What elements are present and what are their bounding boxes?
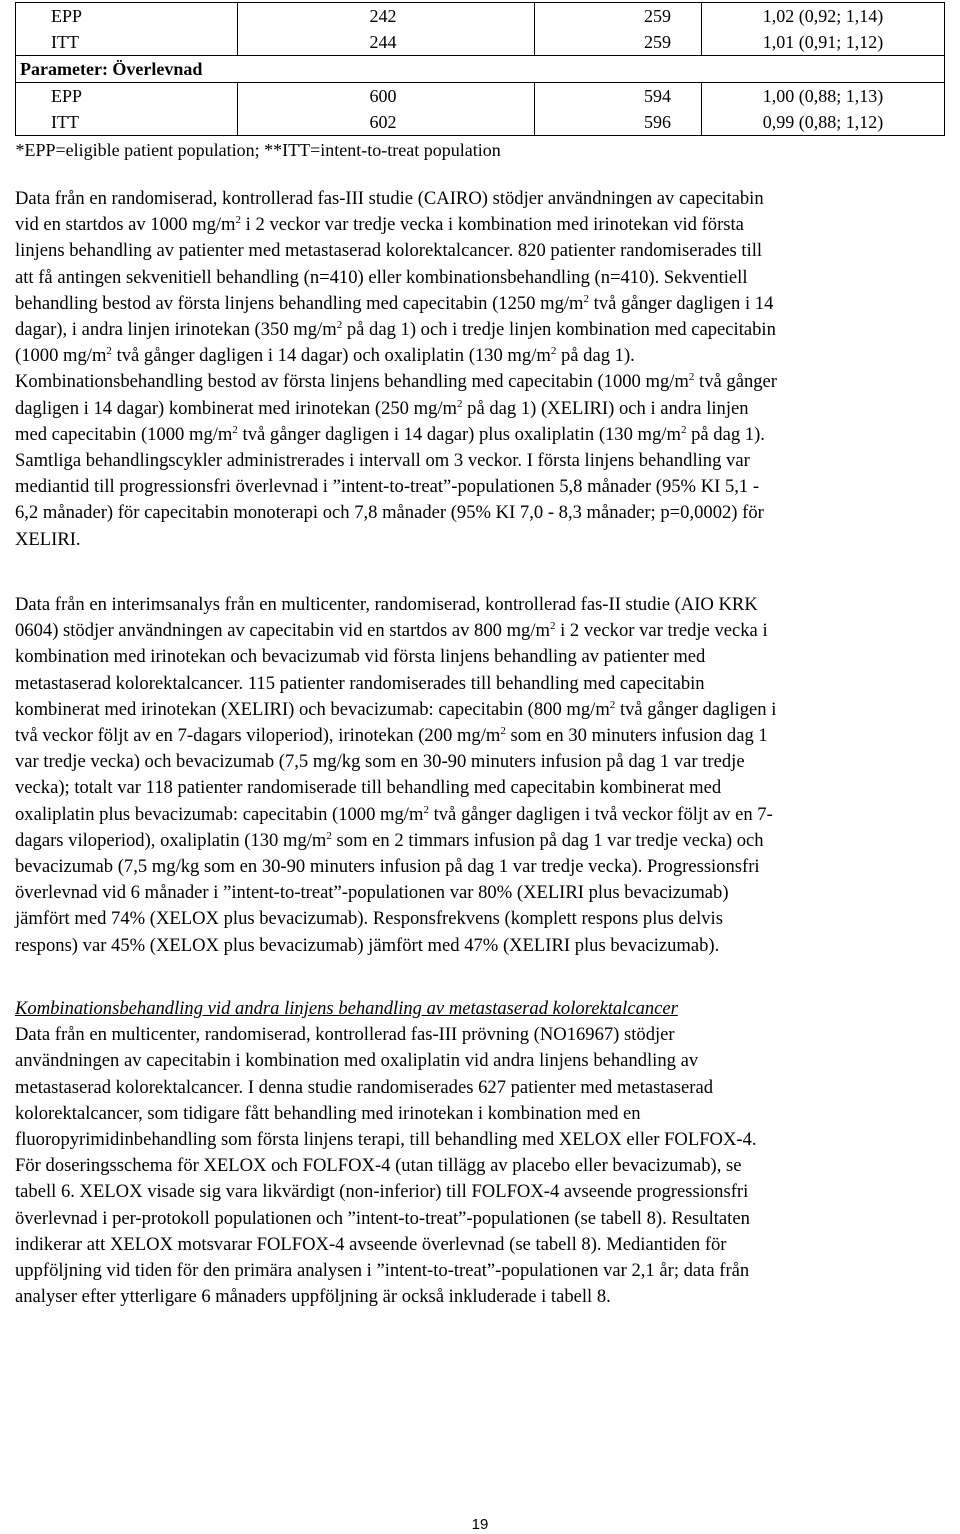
n-value: 259 bbox=[644, 32, 671, 52]
population-label: ITT bbox=[51, 112, 79, 132]
superscript: 2 bbox=[500, 724, 506, 737]
superscript: 2 bbox=[336, 318, 343, 331]
n-value: 594 bbox=[644, 86, 671, 106]
n-value: 242 bbox=[369, 6, 397, 26]
text-line: För doseringsschema för XELOX och FOLFOX-4 (utan tillägg av placebo eller bevacizumab), se bbox=[15, 1155, 742, 1177]
table-row bbox=[16, 136, 945, 165]
hazard-ratio: 0,99 (0,88; 1,12) bbox=[762, 112, 884, 132]
text-line: fluoropyrimidinbehandling som första linjens terapi, till behandling med XELOX eller FOLFOX-4. bbox=[15, 1129, 757, 1151]
document-page bbox=[15, 2, 945, 1308]
paragraph-no16967 bbox=[15, 1022, 940, 1310]
text-line: vecka); totalt var 118 patienter randomiserade till behandling med capecitabin kombinerat med bbox=[15, 777, 722, 799]
parameter-label: Parameter: Överlevnad bbox=[16, 56, 945, 83]
text-line: Data från en multicenter, randomiserad, kontrollerad fas-III prövning (NO16967) stödjer bbox=[15, 1024, 675, 1046]
text-line: mediantid till progressionsfri överlevnad i ”intent-to-treat”-populationen 5,8 månader (95% KI 5,1 - bbox=[15, 476, 760, 498]
text-line: behandling bestod av första linjens behandling med capecitabin (1250 $mg/m^2$ två gånger dagligen i 14 bbox=[15, 292, 774, 314]
text-line: kolorektalcancer, som tidigare fått behandling med irinotekan i kombination med en bbox=[15, 1102, 641, 1124]
table-row bbox=[16, 56, 945, 83]
text-line: två veckor följt av en 7-dagars viloperiod), irinotekan (200 $mg/m^2$ som en 30 minuters infusion dag 1 bbox=[15, 724, 768, 747]
page-number: 19 bbox=[471, 1516, 489, 1533]
superscript: 2 bbox=[550, 345, 557, 358]
superscript: 2 bbox=[232, 423, 238, 436]
text-line: Data från en randomiserad, kontrollerad fas-III studie (CAIRO) stödjer användningen av capecitabin bbox=[15, 188, 764, 209]
table-row bbox=[16, 83, 945, 136]
text-line: var tredje vecka) och bevacizumab (7,5 mg/kg som en 30-90 minuters infusion på dag 1 var tredje bbox=[15, 751, 745, 773]
section-heading: Kombinationsbehandling vid andra linjens behandling av metastaserad kolorektalcancer bbox=[15, 998, 678, 1019]
text-line: bevacizumab (7,5 mg/kg som en 30-90 minuters infusion på dag 1 var tredje vecka). Progressionsfri bbox=[15, 856, 760, 878]
text-line: oxaliplatin plus bevacizumab: capecitabin (1000 $mg/m^2$ två gånger dagligen i två veckor följt av en 7- bbox=[15, 803, 773, 825]
text-line: dagligen i 14 dagar) kombinerat med irinotekan (250 $mg/m^2$ på dag 1) (XELIRI) och i andra linjen bbox=[15, 397, 749, 419]
n-value: 600 bbox=[369, 86, 397, 106]
table-footnote: *EPP=eligible patient population; **ITT=intent-to-treat population bbox=[15, 140, 501, 160]
text-line: att få antingen sekvenitiell behandling (n=410) eller kombinationsbehandling (n=410). Sekventiell bbox=[15, 266, 748, 288]
text-line: användningen av capecitabin i kombination med oxaliplatin vid andra linjens behandling av bbox=[15, 1050, 699, 1072]
text-line: Data från en interimsanalys från en multicenter, randomiserad, kontrollerad fas-II studie (AIO KRK bbox=[15, 594, 758, 615]
population-label: ITT bbox=[51, 32, 79, 52]
hazard-ratio: 1,01 (0,91; 1,12) bbox=[762, 32, 884, 52]
text-line: 0604) stödjer användningen av capecitabin vid en startdos av 800 $mg/m^2$ i 2 veckor var tredje vecka i bbox=[15, 620, 768, 642]
text-line: indikerar att XELOX motsvarar FOLFOX-4 avseende överlevnad (se tabell 8). Mediantiden för bbox=[15, 1233, 727, 1255]
hazard-ratio: 1,02 (0,92; 1,14) bbox=[762, 6, 884, 26]
text-line: respons) var 45% (XELOX plus bevacizumab) jämfört med 47% (XELIRI plus bevacizumab). bbox=[15, 934, 720, 956]
section-second-line bbox=[15, 996, 940, 1310]
text-line: uppföljning vid tiden för den primära analysen i ”intent-to-treat”-populationen var 2,1 år; data från bbox=[15, 1260, 750, 1282]
superscript: 2 bbox=[583, 292, 590, 305]
text-line: analyser efter ytterligare 6 månaders uppföljning är också inkluderade i tabell 8. bbox=[15, 1286, 611, 1308]
text-line: XELIRI. bbox=[15, 528, 81, 550]
paragraph-cairo bbox=[15, 186, 940, 553]
text-line: dagars viloperiod), oxaliplatin (130 $mg/m^2$ som en 2 timmars infusion på dag 1 var tredje vecka) och bbox=[15, 829, 764, 851]
text-line: överlevnad vid 6 månader i ”intent-to-treat”-populationen var 80% (XELIRI plus bevacizumab) bbox=[15, 882, 729, 904]
text-line: 6,2 månader) för capecitabin monoterapi och 7,8 månader (95% KI 7,0 - 8,3 månader; p=0,0002) för bbox=[15, 502, 764, 524]
text-line: överlevnad i per-protokoll populationen och ”intent-to-treat”-populationen (se tabell 8). Resultaten bbox=[15, 1207, 750, 1229]
superscript: 2 bbox=[326, 829, 332, 842]
text-line: jämfört med 74% (XELOX plus bevacizumab). Responsfrekvens (komplett respons plus delvis bbox=[15, 908, 723, 930]
text-line: Samtliga behandlingscykler administrerades i intervall om 3 veckor. I första linjens behandling var bbox=[15, 450, 750, 472]
text-line: vid en startdos av 1000 $mg/m^2$ i 2 veckor var tredje vecka i kombination med irinotekan vid första bbox=[15, 214, 744, 236]
text-line: kombinerat med irinotekan (XELIRI) och bevacizumab: capecitabin (800 $mg/m^2$ två gånger dagligen i bbox=[15, 698, 777, 720]
population-label: EPP bbox=[51, 6, 83, 26]
superscript: 2 bbox=[457, 397, 463, 410]
text-line: metastaserad kolorektalcancer. 115 patienter randomiserades till behandling med capecitabin bbox=[15, 672, 705, 694]
superscript: 2 bbox=[680, 423, 687, 436]
hazard-ratio: 1,00 (0,88; 1,13) bbox=[762, 86, 884, 106]
text-line: kombination med irinotekan och bevacizumab vid första linjens behandling av patienter med bbox=[15, 646, 706, 668]
n-value: 602 bbox=[369, 112, 397, 132]
text-line: (1000 $mg/m^2$ två gånger dagligen i 14 dagar) och oxaliplatin (130 $mg/m^2$ på dag 1). bbox=[15, 345, 635, 367]
paragraph-aio-krk bbox=[15, 592, 940, 959]
superscript: 2 bbox=[423, 803, 429, 816]
table-row bbox=[16, 3, 945, 56]
population-label: EPP bbox=[51, 86, 83, 106]
results-table bbox=[15, 2, 945, 164]
n-value: 596 bbox=[644, 112, 671, 132]
text-line: tabell 6. XELOX visade sig vara likvärdigt (non-inferior) till FOLFOX-4 avseende progressionsfri bbox=[15, 1181, 749, 1203]
superscript: 2 bbox=[609, 698, 616, 711]
text-line: med capecitabin (1000 $mg/m^2$ två gånger dagligen i 14 dagar) plus oxaliplatin (130 $mg/m^2$ på dag 1). bbox=[15, 423, 765, 445]
n-value: 259 bbox=[644, 6, 671, 26]
text-line: metastaserad kolorektalcancer. I denna studie randomiserades 627 patienter med metastaserad bbox=[15, 1076, 714, 1098]
text-line: linjens behandling av patienter med metastaserad kolorektalcancer. 820 patienter randomiserades till bbox=[15, 240, 763, 262]
text-line: Kombinationsbehandling bestod av första linjens behandling med capecitabin (1000 $mg/m^2$ två gånger bbox=[15, 371, 777, 393]
n-value: 244 bbox=[369, 32, 397, 52]
superscript: 2 bbox=[549, 620, 556, 633]
text-line: dagar), i andra linjen irinotekan (350 $mg/m^2$ på dag 1) och i tredje linjen kombination med capecitabin bbox=[15, 318, 776, 341]
superscript: 2 bbox=[688, 371, 695, 384]
superscript: 2 bbox=[235, 214, 242, 227]
superscript: 2 bbox=[106, 345, 112, 358]
